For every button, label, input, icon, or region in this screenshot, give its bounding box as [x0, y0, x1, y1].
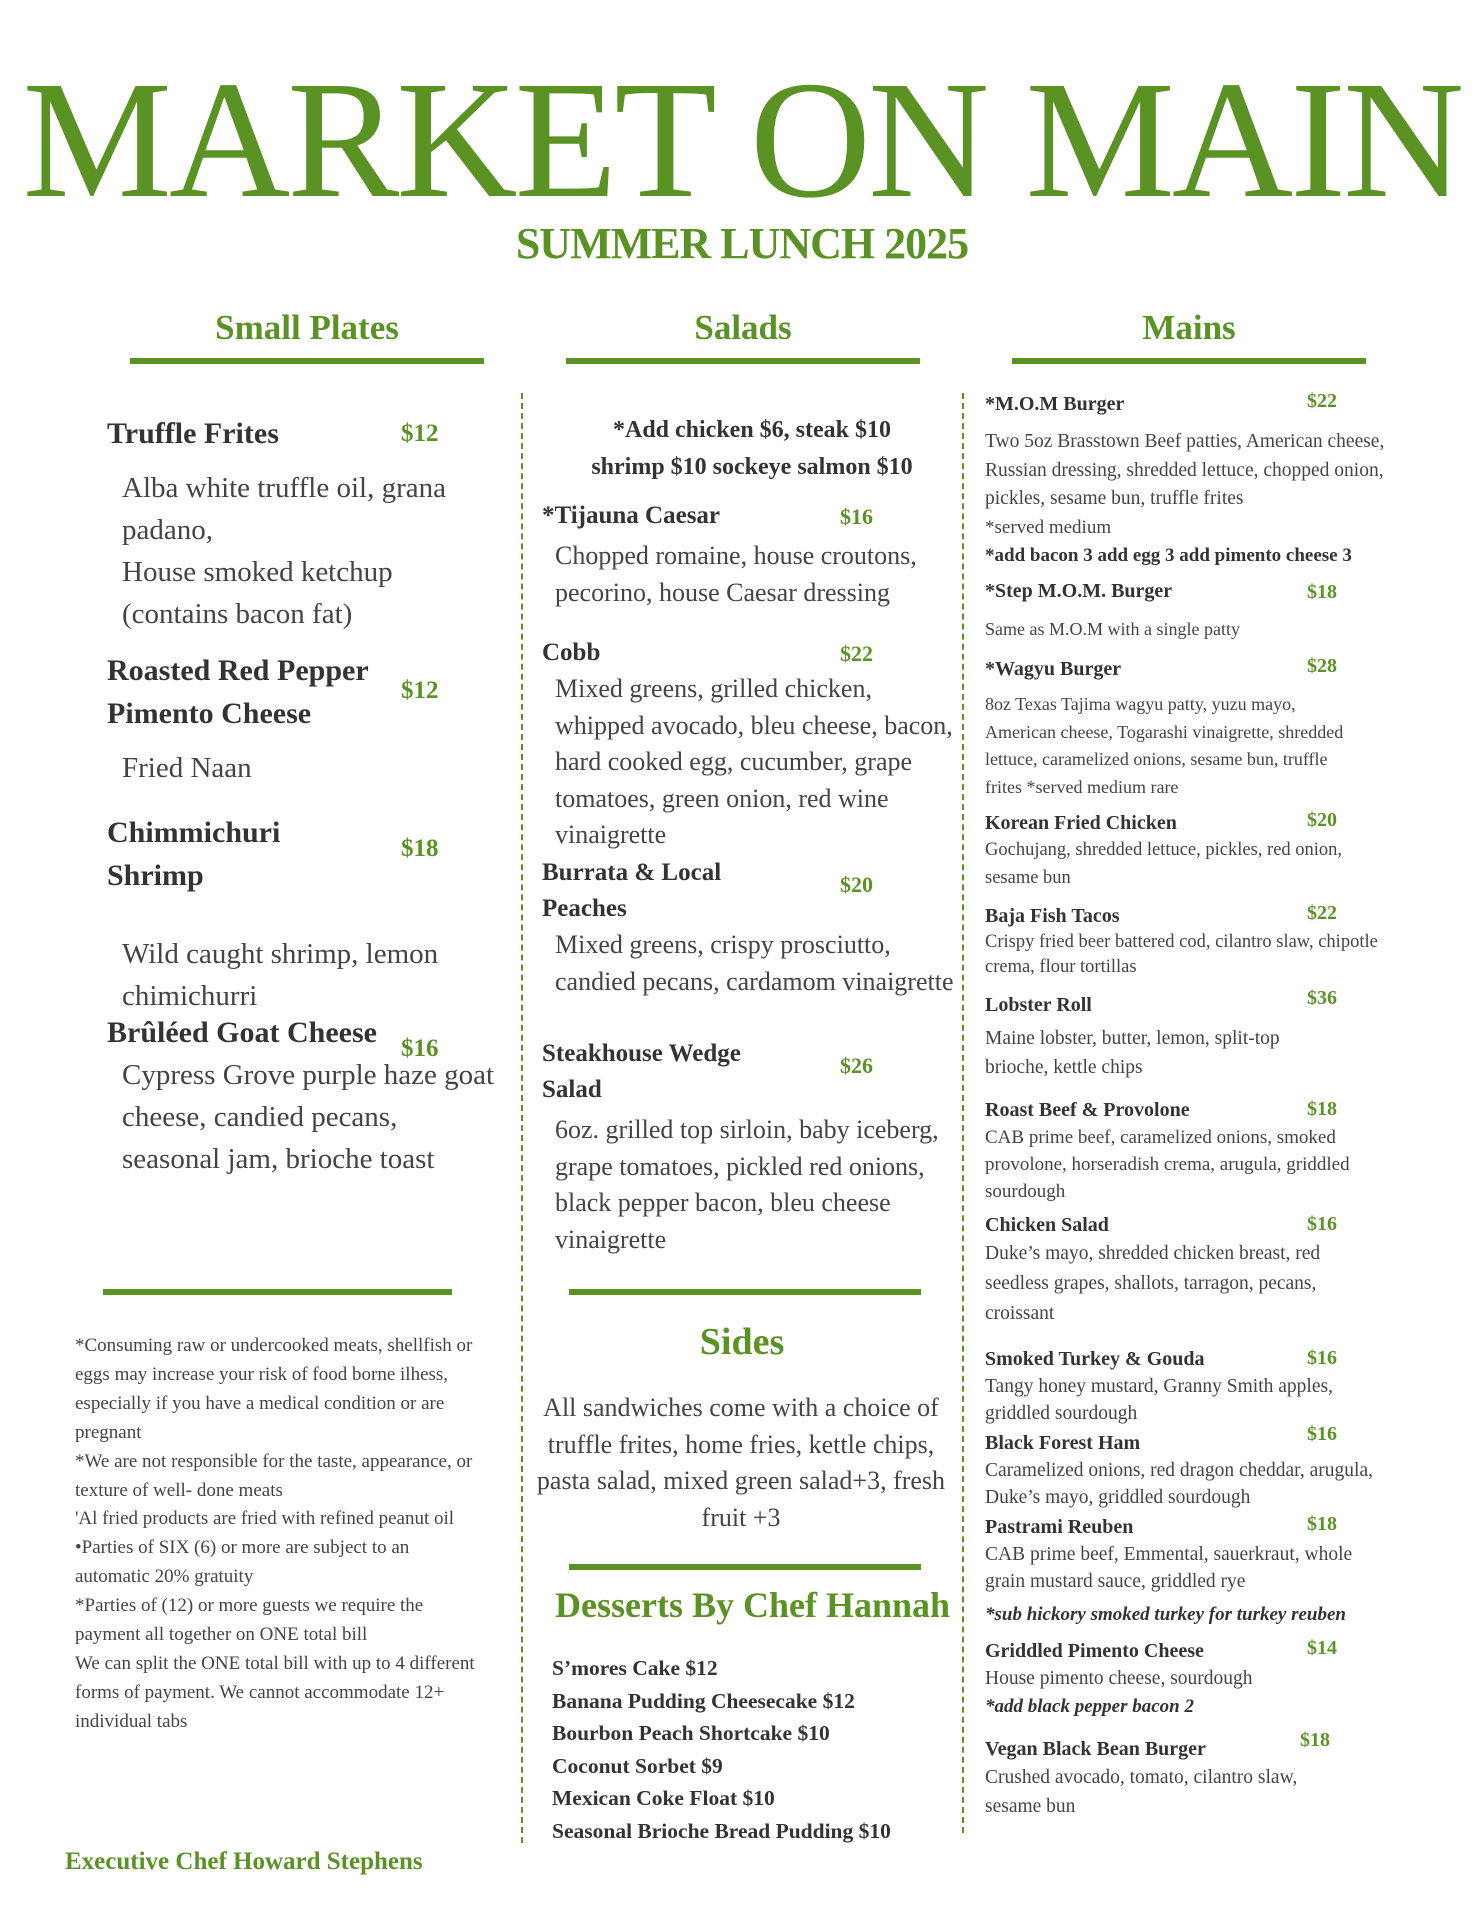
menu-item: [985, 1513, 1425, 1637]
item-addon: *add black pepper bacon 2: [985, 1696, 1194, 1717]
item-description: 8oz Texas Tajima wagyu patty, yuzu mayo, American cheese, Togarashi vinaigrette, shredded lettuce, caramelized onions, sesame bun, truffle frites *served medium rare: [985, 694, 1344, 797]
disclaimer-line: •Parties of SIX (6) or more are subject to an automatic 20% gratuity: [75, 1537, 410, 1588]
item-price: $20: [840, 872, 873, 897]
item-price: $12: [401, 420, 439, 447]
item-price: $18: [1307, 581, 1337, 603]
menu-item: [542, 635, 962, 855]
item-name: Brûléed Goat Cheese: [107, 1016, 377, 1049]
salads-bottom-rule: [569, 1289, 921, 1295]
menu-item: [985, 987, 1425, 1096]
item-description: Same as M.O.M with a single patty: [985, 619, 1240, 639]
item-name: Truffle Frites: [107, 417, 279, 450]
item-name: *Step M.O.M. Burger: [985, 580, 1173, 602]
item-note: *served medium: [985, 516, 1112, 538]
menu-item: [985, 577, 1425, 655]
item-description: Two 5oz Brasstown Beef patties, American cheese, Russian dressing, shredded lettuce, chopped onion, pickles, sesame bun, truffle frites: [985, 431, 1385, 509]
description-line: Fried Naan: [122, 752, 252, 784]
item-description: Chopped romaine, house croutons, pecorino, house Caesar dressing: [555, 541, 917, 607]
item-description: [107, 1054, 497, 1180]
menu-item: [985, 655, 1425, 809]
item-description: [107, 467, 497, 635]
item-name: Steakhouse Wedge Salad: [542, 1040, 741, 1103]
item-name: *M.O.M Burger: [985, 393, 1125, 415]
mains-heading: Mains: [1012, 306, 1366, 350]
item-name: Black Forest Ham: [985, 1432, 1141, 1454]
item-price: $18: [1307, 1098, 1337, 1120]
item-description: Gochujang, shredded lettuce, pickles, red onion, sesame bun: [985, 840, 1343, 888]
item-price: $18: [401, 835, 439, 862]
item-description: Caramelized onions, red dragon cheddar, arugula, Duke’s mayo, griddled sourdough: [985, 1460, 1373, 1508]
item-name: Roast Beef & Provolone: [985, 1099, 1190, 1121]
sides-bottom-rule: [569, 1564, 921, 1570]
dessert-item: S’mores Cake $12: [552, 1656, 718, 1680]
menu-item: [985, 1345, 1425, 1429]
menu-item: [107, 412, 497, 649]
dessert-item: Mexican Coke Float $10: [552, 1786, 775, 1811]
disclaimer-line: 'Al fried products are fried with refined peanut oil: [75, 1508, 455, 1530]
item-name: Baja Fish Tacos: [985, 905, 1120, 927]
desserts-heading: Desserts By Chef Hannah: [555, 1585, 951, 1625]
item-price: $28: [1307, 655, 1337, 677]
item-price: $16: [1307, 1213, 1337, 1235]
disclaimer-line: We can split the ONE total bill with up to 4 different forms of payment. We cannot accommodate 12+ individual tabs: [75, 1652, 475, 1732]
disclaimer-line: *We are not responsible for the taste, appearance, or texture of well- done meats: [75, 1450, 473, 1501]
menu-item: [985, 902, 1425, 991]
description-line: House smoked ketchup (contains bacon fat): [122, 556, 393, 630]
item-name: Chimmichuri Shrimp: [107, 816, 281, 892]
item-name: *Tijauna Caesar: [542, 502, 721, 529]
item-description: Crispy fried beer battered cod, cilantro slaw, chipotle crema, flour tortillas: [985, 932, 1378, 977]
addon-line: *Add chicken $6, steak $10: [612, 417, 892, 443]
item-description: Crushed avocado, tomato, cilantro slaw, sesame bun: [985, 1767, 1298, 1817]
restaurant-title: MARKET ON MAIN: [22, 47, 1462, 233]
column-divider-left: [521, 393, 523, 1843]
item-price: $26: [840, 1053, 873, 1078]
item-substitution: *sub hickory smoked turkey for turkey reuben: [985, 1604, 1346, 1625]
description-line: Cypress Grove purple haze goat cheese, candied pecans, seasonal jam, brioche toast: [122, 1059, 495, 1175]
menu-item: [542, 1036, 962, 1258]
desserts-list: [552, 1652, 952, 1848]
item-price: $22: [1307, 390, 1337, 412]
item-name: Korean Fried Chicken: [985, 812, 1177, 834]
item-price: $22: [1307, 902, 1337, 924]
dessert-item: Bourbon Peach Shortcake $10: [552, 1721, 830, 1746]
menu-item: [107, 1011, 497, 1180]
item-name: Chicken Salad: [985, 1214, 1109, 1236]
executive-chef-credit: Executive Chef Howard Stephens: [65, 1848, 423, 1875]
disclaimer-line: *Parties of (12) or more guests we require the payment all together on ONE total bill: [75, 1595, 424, 1646]
menu-item: [985, 1637, 1425, 1735]
item-name: Burrata & Local Peaches: [542, 859, 722, 922]
item-price: $16: [401, 1035, 439, 1062]
item-name: Pastrami Reuben: [985, 1516, 1134, 1538]
menu-item: [985, 1096, 1425, 1211]
item-description: CAB prime beef, Emmental, sauerkraut, whole grain mustard sauce, griddled rye: [985, 1544, 1353, 1592]
dessert-item: Coconut Sorbet $9: [552, 1753, 723, 1778]
mains-section: [985, 390, 1425, 1821]
addon-line: shrimp $10 sockeye salmon $10: [591, 454, 913, 480]
menu-item: [985, 1423, 1425, 1513]
menu-item: [985, 390, 1425, 577]
item-description: 6oz. grilled top sirloin, baby iceberg, grape tomatoes, pickled red onions, black pepper bacon, bleu cheese vinaigrette: [555, 1115, 939, 1254]
item-price: $12: [401, 677, 439, 704]
item-description: [107, 747, 497, 789]
disclaimer-line: *Consuming raw or undercooked meats, shellfish or eggs may increase your risk of food borne ilhess, especially if you have a medical condition or are pregnant: [75, 1335, 473, 1443]
item-price: $16: [840, 504, 873, 529]
item-description: Mixed greens, crispy prosciutto, candied pecans, cardamom vinaigrette: [555, 930, 954, 996]
dessert-item: Seasonal Brioche Bread Pudding $10: [552, 1818, 891, 1843]
menu-item: [542, 498, 962, 635]
menu-item: [542, 855, 962, 1036]
item-price: $14: [1307, 1637, 1337, 1659]
menu-item: [107, 649, 497, 811]
small-plates-heading: Small Plates: [130, 306, 484, 350]
menu-item: [985, 1211, 1425, 1345]
item-name: Roasted Red Pepper Pimento Cheese: [107, 654, 369, 730]
item-price: $36: [1307, 987, 1337, 1009]
salads-heading: Salads: [566, 306, 920, 350]
item-price: $16: [1307, 1423, 1337, 1445]
item-name: Cobb: [542, 639, 601, 666]
item-name: Vegan Black Bean Burger: [985, 1738, 1206, 1760]
menu-item: [985, 809, 1425, 902]
menu-item: [107, 811, 497, 1011]
item-description: Duke’s mayo, shredded chicken breast, red seedless grapes, shallots, tarragon, pecans, croissant: [985, 1243, 1321, 1324]
sides-heading: Sides: [699, 1321, 785, 1363]
menu-item: [985, 1729, 1425, 1821]
item-description: CAB prime beef, caramelized onions, smoked provolone, horseradish crema, arugula, griddled sourdough: [985, 1127, 1350, 1202]
item-description: Maine lobster, butter, lemon, split-top brioche, kettle chips: [985, 1028, 1280, 1078]
item-name: Lobster Roll: [985, 994, 1092, 1016]
item-name: Smoked Turkey & Gouda: [985, 1348, 1205, 1370]
item-price: $18: [1300, 1729, 1330, 1751]
sides-description: All sandwiches come with a choice of truffle frites, home fries, kettle chips, pasta salad, mixed green salad+3, fresh fruit +3: [536, 1393, 946, 1532]
item-price: $18: [1307, 1513, 1337, 1535]
menu-subtitle: SUMMER LUNCH 2025: [515, 219, 969, 268]
description-line: Alba white truffle oil, grana padano,: [122, 472, 446, 546]
small-plates-section: [107, 412, 497, 1180]
item-price: $20: [1307, 809, 1337, 831]
item-addons: *add bacon 3 add egg 3 add pimento cheese 3: [985, 544, 1352, 566]
item-description: Mixed greens, grilled chicken, whipped avocado, bleu cheese, bacon, hard cooked egg, cucumber, grape tomatoes, green onion, red wine vinaigrette: [555, 674, 953, 849]
item-name: Griddled Pimento Cheese: [985, 1640, 1204, 1662]
dessert-item: Banana Pudding Cheesecake $12: [552, 1688, 855, 1713]
disclaimer: [75, 1332, 485, 1737]
item-name: *Wagyu Burger: [985, 658, 1122, 680]
item-price: $22: [840, 641, 873, 666]
protein-addon-note: [542, 412, 962, 486]
item-price: $16: [1307, 1347, 1337, 1369]
small-plates-bottom-rule: [103, 1289, 452, 1295]
item-description: Tangy honey mustard, Granny Smith apples, griddled sourdough: [985, 1376, 1333, 1424]
salads-section: [542, 412, 962, 1258]
item-description: [107, 933, 497, 1017]
item-description: House pimento cheese, sourdough: [985, 1668, 1253, 1689]
description-line: Wild caught shrimp, lemon chimichurri: [122, 938, 439, 1012]
